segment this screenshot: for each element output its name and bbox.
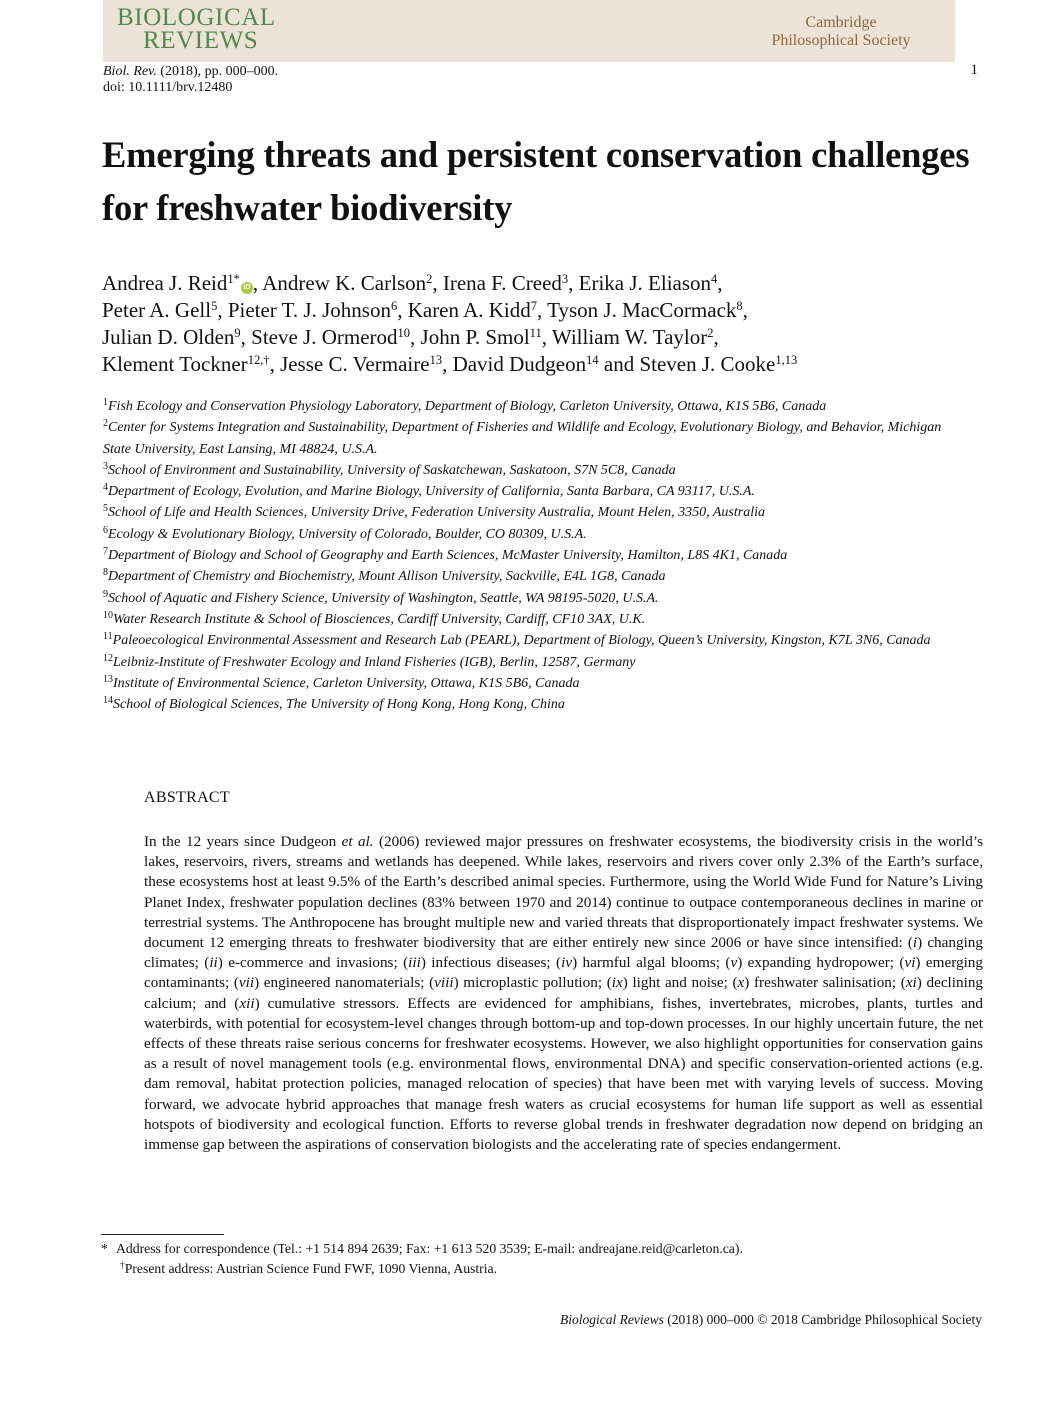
abstract-text-segment: In the 12 years since Dudgeon (144, 833, 342, 850)
author (443, 271, 568, 295)
affiliation-number: 2 (103, 418, 108, 430)
affiliation-number: 9 (103, 588, 108, 600)
author (552, 325, 714, 349)
author-name: Erika J. Eliason (578, 271, 712, 295)
correspondence-footnote (101, 1240, 743, 1258)
affiliation-number: 11 (103, 631, 113, 643)
affiliation-number: 12 (103, 652, 113, 664)
abstract-text-segment: ) freshwater salinisation; ( (744, 974, 906, 992)
abstract-italic-text: iv (561, 954, 573, 972)
affiliation-number: 7 (103, 546, 108, 558)
affiliation-item (103, 417, 963, 460)
present-address-footnote (120, 1260, 497, 1278)
footer-copyright: (2018) 000–000 © 2018 Cambridge Philosophical Society (663, 1312, 982, 1327)
footnote-divider (101, 1234, 224, 1235)
affiliation-item (103, 396, 963, 417)
orcid-icon[interactable]: iD (241, 282, 253, 294)
affiliation-number: 4 (103, 482, 108, 494)
abstract-italic-text: ix (611, 974, 623, 992)
author-name: Tyson J. MacCormack (547, 298, 737, 322)
author (262, 271, 432, 295)
abstract-italic-text: v (730, 954, 738, 972)
author-affiliation-marker: 9 (234, 326, 241, 340)
affiliation-item (103, 524, 963, 545)
affiliation-number: 3 (103, 460, 108, 472)
abstract-italic-text: viii (434, 974, 454, 992)
affiliation-item (103, 652, 963, 673)
affiliation-item (103, 460, 963, 481)
author (102, 325, 241, 349)
abstract-body (144, 832, 983, 1155)
abstract-text-segment: ) microplastic pollution; ( (453, 974, 612, 992)
author-affiliation-marker: 8 (736, 299, 743, 313)
author-name: Andrea J. Reid (102, 271, 228, 295)
affiliation-text: Fish Ecology and Conservation Physiology Laboratory, Department of Biology, Carleton University, Ottawa, K1S 5B6, Canada (108, 399, 827, 414)
affiliation-text: Institute of Environmental Science, Carleton University, Ottawa, K1S 5B6, Canada (113, 675, 580, 691)
author-name: David Dudgeon (452, 352, 587, 376)
author-name: Karen A. Kidd (407, 298, 531, 322)
affiliation-item (103, 566, 963, 587)
abstract-italic-text: vii (238, 974, 255, 992)
author-affiliation-marker: 1,13 (775, 353, 798, 367)
abstract-italic-text: iii (408, 954, 421, 972)
affiliation-text: School of Life and Health Sciences, University Drive, Federation University Australia, Mount Helen, 3350, Australia (108, 505, 765, 521)
abstract-text-segment: ) engineered nanomaterials; ( (254, 974, 435, 992)
affiliation-item (103, 588, 963, 609)
affiliation-item (103, 694, 963, 715)
author-name: Peter A. Gell (102, 298, 212, 322)
society-logo-line2: Philosophical Society (771, 32, 911, 49)
abstract-text-segment: ) changing climates; ( (144, 934, 983, 972)
abstract-text-segment: ) light and noise; ( (622, 974, 738, 992)
journal-logo-line2: REVIEWS (143, 27, 259, 54)
affiliation-item (103, 630, 963, 651)
author-name: Julian D. Olden (102, 325, 235, 349)
affiliation-item (103, 481, 963, 502)
author-affiliation-marker: 5 (211, 299, 218, 313)
abstract-text-segment: ) expanding hydropower; ( (737, 954, 905, 972)
journal-abbrev: Biol. Rev. (103, 64, 157, 79)
affiliation-item (103, 545, 963, 566)
author-name: Pieter T. J. Johnson (227, 298, 391, 322)
journal-header-banner (103, 0, 955, 62)
author (228, 298, 397, 322)
journal-logo-line1: BIOLOGICAL (117, 4, 276, 31)
page-footer (560, 1312, 982, 1328)
affiliation-number: 5 (103, 503, 108, 515)
affiliation-text: Department of Chemistry and Biochemistry, Mount Allison University, Sackville, E4L 1G8, Canada (108, 569, 666, 585)
affiliation-text: School of Aquatic and Fishery Science, University of Washington, Seattle, WA 98195-5020, U.S.A. (108, 590, 659, 606)
author (453, 352, 599, 376)
abstract-text-segment: ) declining calcium; and ( (144, 974, 984, 1012)
author-affiliation-marker: 13 (429, 353, 443, 367)
author-name: Steven J. Cooke (639, 352, 776, 376)
abstract-italic-text: i (912, 934, 918, 952)
footnote-asterisk: * (101, 1241, 108, 1256)
affiliation-number: 14 (103, 695, 113, 707)
affiliation-text: Ecology & Evolutionary Biology, University of Colorado, Boulder, CO 80309, U.S.A. (108, 526, 587, 542)
abstract-italic-text: x (737, 974, 745, 992)
author-affiliation-marker: 14 (586, 353, 599, 367)
affiliation-number: 6 (103, 524, 108, 536)
author (102, 271, 253, 295)
abstract-text-segment: ) harmful algal blooms; ( (572, 954, 731, 972)
affiliation-text: School of Environment and Sustainability, University of Saskatchewan, Saskatoon, S7N 5C8, Canada (108, 462, 676, 478)
abstract-text-segment: (2006) reviewed major pressures on freshwater ecosystems, the biodiversity crisis in the world’s lakes, reservoirs, rivers, streams and wetlands has deepened. While lakes, reservoirs and rivers cover only 2.3% of the Earth’s surface, these ecosystems host at least 9.5% of the Earth’s described animal species. Furthermore, using the World Wide Fund for Nature’s Living Planet Index, freshwater population declines (83% between 1970 and 2014) continue to outpace contemporaneous declines in marine or terrestrial systems. The Anthropocene has brought multiple new and varied threats that disproportionately impact freshwater systems. We document 12 emerging threats to freshwater biodiversity that are either entirely new since 2006 or have since intensified: ( (144, 833, 984, 952)
footnote-dagger: † (120, 1261, 125, 1271)
author (280, 352, 442, 376)
journal-logo (117, 6, 317, 52)
society-logo-line1: Cambridge (805, 14, 877, 31)
author-affiliation-marker: 11 (529, 326, 542, 340)
author-name: Irena F. Creed (442, 271, 562, 295)
author (408, 298, 537, 322)
abstract-italic-text: xi (905, 974, 917, 992)
citation-line (103, 63, 278, 80)
author-affiliation-marker: 3 (561, 272, 569, 286)
affiliation-item (103, 673, 963, 694)
author (579, 271, 718, 295)
author-name: Andrew K. Carlson (262, 271, 427, 295)
abstract-text-segment: ) cumulative stressors. Effects are evidenced for amphibians, fishes, invertebrates, microbes, plants, turtles and waterbirds, with potential for ecosystem-level changes through bottom-up and top-down processes. In our highly uncertain future, the net effects of these threats raise serious concerns for freshwater ecosystems. However, we also highlight opportunities for conservation gains as a result of novel management tools (e.g. environmental flows, environmental DNA) and specific conservation-oriented actions (e.g. dam removal, habitat protection policies, managed relocation of species) that have been met with varying levels of success. Moving forward, we advocate hybrid approaches that manage fresh waters as crucial ecosystems for human life support as well as essential hotspots of biodiversity and ecological function. Efforts to reverse global trends in freshwater degradation now depend on bridging an immense gap between the aspirations of conservation biologists and the accelerating rate of species endangerment. (144, 994, 983, 1154)
abstract-text-segment: ) e-commerce and invasions; ( (217, 954, 409, 972)
footer-journal: Biological Reviews (560, 1312, 664, 1327)
correspondence-text: Address for correspondence (Tel.: +1 514 894 2639; Fax: +1 613 520 3539; E-mail: andreajane.reid@carleton.ca). (116, 1241, 743, 1256)
present-address-text: Present address: Austrian Science Fund FWF, 1090 Vienna, Austria. (124, 1261, 498, 1276)
affiliation-item (103, 609, 963, 630)
author-name: John P. Smol (420, 325, 530, 349)
author (102, 298, 217, 322)
author-affiliation-marker: 2 (426, 272, 433, 286)
author-affiliation-marker: 10 (397, 326, 411, 340)
author (547, 298, 743, 322)
author (639, 352, 797, 376)
doi-link[interactable]: doi: 10.1111/brv.12480 (103, 80, 233, 95)
author-affiliation-marker: 7 (530, 299, 538, 313)
affiliation-number: 8 (103, 567, 108, 579)
abstract-text-segment: ) infectious diseases; ( (420, 954, 562, 972)
affiliation-text: Paleoecological Environmental Assessment and Research Lab (PEARL), Department of Biology, Queen’s University, Kingston, K7L 3N6, Canada (112, 633, 931, 649)
society-logo (741, 14, 941, 50)
author-name: Jesse C. Vermaire (280, 352, 430, 376)
author-affiliation-marker: 1* (227, 272, 240, 286)
affiliation-number: 10 (103, 609, 113, 621)
abstract-italic-text: xii (239, 994, 255, 1012)
citation-details: (2018), pp. 000–000. (156, 64, 279, 79)
author-name: Steve J. Ormerod (251, 325, 398, 349)
affiliation-number: 1 (103, 397, 108, 408)
affiliation-text: School of Biological Sciences, The University of Hong Kong, Hong Kong, China (113, 697, 565, 713)
abstract-italic-text: vi (904, 954, 916, 972)
abstract-italic-text: ii (209, 954, 218, 972)
abstract-italic-text: et al. (341, 833, 374, 850)
author-name: William W. Taylor (551, 325, 708, 349)
abstract-heading: ABSTRACT (144, 789, 230, 806)
author-affiliation-marker: 12,† (247, 353, 270, 367)
author-name: Klement Tockner (102, 352, 248, 376)
affiliation-text: Department of Ecology, Evolution, and Marine Biology, University of California, Santa Barbara, CA 93117, U.S.A. (108, 484, 755, 500)
author-list: Andrea J. Reid$^{1*}$iD , Andrew K. Carlson$^2$, Irena F. Creed$^3$, Erika J. Eliason$^4$, Peter A. Gell$^5$, Pieter T. J. Johnson$^6$, Karen A. Kidd$^7$, Tyson J. MacCormack$^8$, Julian D. Olden$^9$, Steve J. Ormerod$^{10}$, John P. Smol$^{11}$, William W. Taylor$^2$, Klement Tockner$^{12,\dagger}$, Jesse C. Vermaire$^{13}$, David Dudgeon$^{14}$ and Steven J. Cooke$^{1,13}$ (102, 271, 798, 376)
author (102, 352, 270, 376)
affiliation-text: Leibniz-Institute of Freshwater Ecology and Inland Fisheries (IGB), Berlin, 12587, Germany (113, 654, 636, 670)
article-title: Emerging threats and persistent conservation challenges for freshwater biodiversity (102, 134, 970, 228)
author (421, 325, 542, 349)
affiliation-text: Water Research Institute & School of Biosciences, Cardiff University, Cardiff, CF10 3AX, U.K. (113, 611, 646, 627)
author (251, 325, 410, 349)
affiliation-text: Department of Biology and School of Geography and Earth Sciences, McMaster University, Hamilton, L8S 4K1, Canada (108, 548, 788, 564)
author-affiliation-marker: 6 (390, 299, 398, 313)
page-number: 1 (970, 62, 978, 78)
affiliation-list (103, 396, 963, 715)
abstract-text-segment: ) emerging contaminants; ( (144, 954, 983, 992)
affiliation-number: 13 (103, 673, 113, 685)
author-affiliation-marker: 2 (707, 326, 714, 340)
affiliation-item (103, 502, 963, 523)
affiliation-text: Center for Systems Integration and Sustainability, Department of Fisheries and Wildlife and Ecology, Evolutionary Biology, and Behavior, Michigan State University, East Lansing, MI 48824, U.S.A. (103, 420, 942, 457)
author-affiliation-marker: 4 (711, 272, 718, 286)
